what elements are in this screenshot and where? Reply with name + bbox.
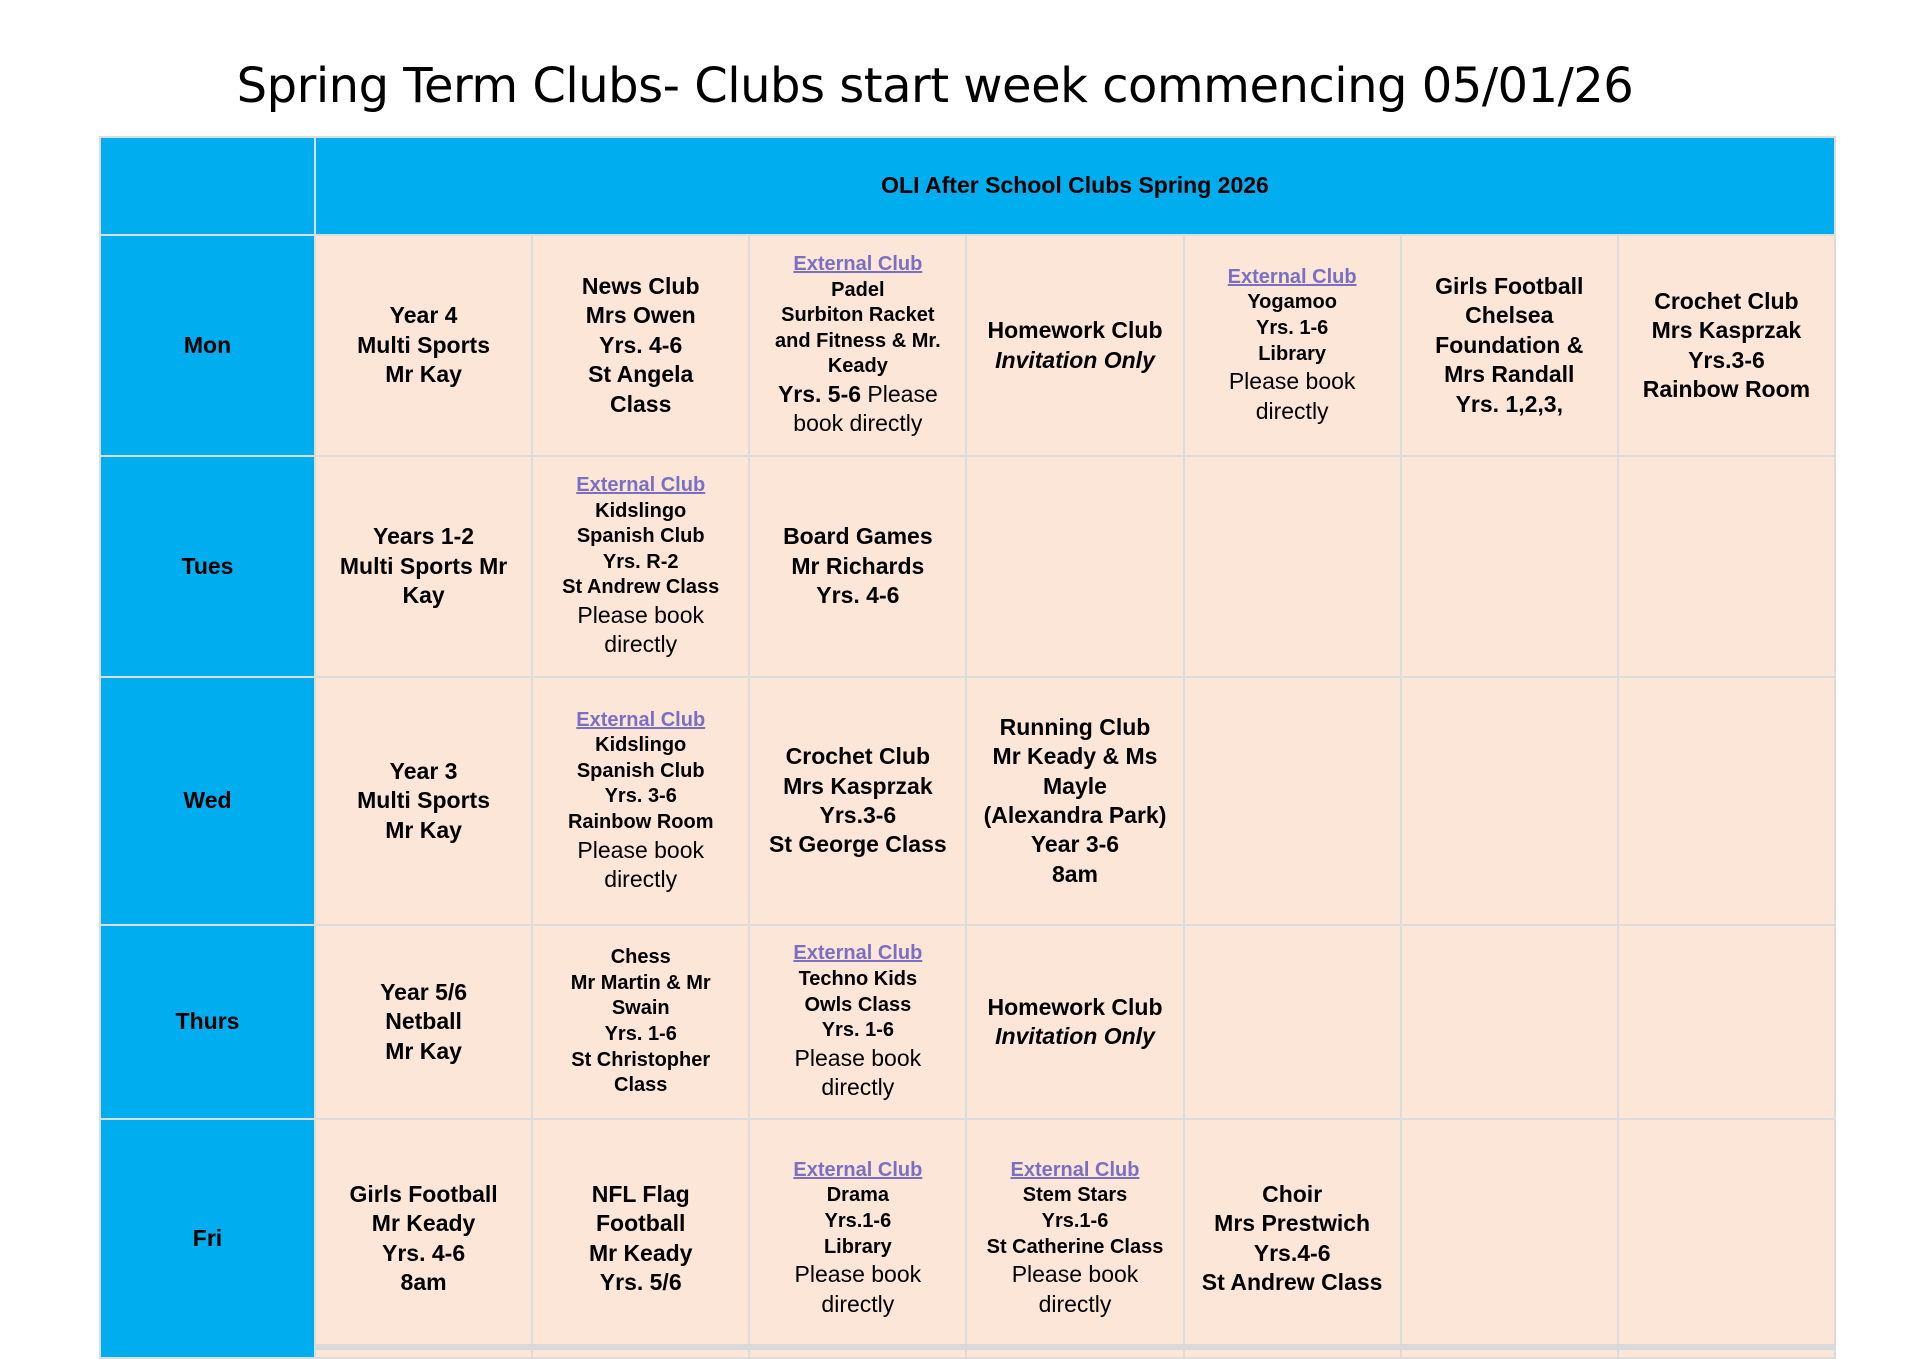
club-line: St Andrew Class: [1201, 1268, 1383, 1295]
booking-note: Please book: [577, 836, 704, 863]
club-line: Mrs Prestwich: [1214, 1210, 1371, 1237]
club-cell: [315, 235, 532, 456]
club-line: Yrs.4-6: [1253, 1239, 1331, 1266]
club-cell: [966, 677, 1183, 925]
club-line: Keady: [827, 355, 888, 378]
booking-note: Please book: [794, 1261, 922, 1288]
invitation-note: Invitation Only: [995, 346, 1155, 373]
club-cell: [1618, 235, 1835, 456]
club-line: Yrs. R-2: [602, 550, 679, 573]
club-line: Kay: [402, 582, 445, 609]
booking-note: Please book: [1228, 368, 1356, 395]
club-line: Mrs Kasprzak: [1651, 317, 1802, 344]
club-line: Yrs.1-6: [1041, 1210, 1109, 1233]
row-tues: [100, 456, 1835, 677]
club-line: Drama: [826, 1184, 889, 1207]
booking-note: Please: [861, 381, 938, 408]
external-club-link[interactable]: External Club: [793, 942, 923, 965]
club-line: Crochet Club: [785, 743, 931, 770]
club-line: Girls Football: [349, 1180, 498, 1207]
external-club-link[interactable]: External Club: [1227, 265, 1357, 288]
booking-note: directly: [604, 865, 678, 892]
club-line: 8am: [400, 1268, 447, 1295]
row-wed: [100, 677, 1835, 925]
club-line: 8am: [1051, 860, 1099, 887]
club-line: Year 3-6: [1030, 831, 1120, 858]
club-line: Yogamoo: [1247, 291, 1337, 314]
club-line: Yrs. 1-6: [1256, 317, 1329, 340]
club-line: Rainbow Room: [567, 810, 714, 833]
club-line: Yrs.1-6: [824, 1210, 892, 1233]
row-mon: [100, 235, 1835, 456]
row-thurs: [100, 925, 1835, 1119]
club-line: News Club: [581, 272, 700, 299]
club-cell: [749, 235, 966, 456]
club-line: St Christopher: [571, 1048, 711, 1071]
club-line: Spanish Club: [576, 759, 705, 782]
club-line: Yrs. 4-6: [599, 331, 683, 358]
club-line: Homework Club: [987, 317, 1163, 344]
club-line: Mrs Kasprzak: [783, 772, 933, 799]
empty-cell: [966, 456, 1183, 677]
club-line: Football: [595, 1210, 686, 1237]
club-line: Class: [614, 1074, 668, 1097]
club-line: Yrs. 5/6: [599, 1268, 682, 1295]
club-line: Mr Kay: [385, 361, 462, 388]
club-cell: [749, 1119, 966, 1358]
club-line: Yrs. 1-6: [604, 1023, 677, 1045]
club-line: Choir: [1262, 1180, 1323, 1207]
day-label: Fri: [100, 1119, 315, 1358]
empty-cell: [1618, 677, 1835, 925]
invitation-note: Invitation Only: [995, 1023, 1155, 1049]
club-line: Yrs.3-6: [819, 802, 897, 828]
club-line: Girls Football: [1435, 272, 1584, 299]
club-line: Multi Sports Mr: [339, 552, 508, 579]
club-line: Mr Kay: [385, 816, 462, 843]
external-club-link[interactable]: External Club: [1010, 1158, 1140, 1181]
club-line: Chess: [610, 946, 671, 969]
club-line: Library: [823, 1235, 892, 1258]
booking-note: book directly: [793, 410, 923, 437]
club-line: Mrs Owen: [585, 302, 696, 329]
club-cell: [966, 925, 1183, 1119]
club-line: Yrs. 4-6: [382, 1239, 466, 1266]
row-fri: [100, 1119, 1835, 1358]
header-row: [100, 137, 1835, 235]
club-line: Stem Stars: [1022, 1184, 1128, 1207]
day-label: Tues: [100, 456, 315, 677]
club-line: Surbiton Racket: [781, 304, 935, 327]
booking-note: directly: [604, 631, 678, 658]
club-line: Mrs Randall: [1444, 361, 1575, 388]
day-label: Wed: [100, 677, 315, 925]
club-line: Year 4: [389, 302, 458, 329]
club-cell: [749, 677, 966, 925]
club-line: Yrs. 3-6: [604, 785, 677, 808]
club-line: Foundation &: [1435, 331, 1584, 358]
club-line: and Fitness & Mr.: [775, 329, 941, 352]
club-line: Class: [610, 390, 672, 417]
external-club-link[interactable]: External Club: [793, 1158, 923, 1181]
booking-note: Please book: [794, 1044, 922, 1071]
club-cell: [532, 456, 749, 677]
club-cell: [532, 1119, 749, 1358]
club-line: Netball: [385, 1008, 462, 1035]
club-line: Crochet Club: [1654, 287, 1799, 314]
club-line: Kidslingo: [595, 499, 687, 522]
club-line: Year 5/6: [380, 978, 468, 1005]
club-line: St Angela: [588, 361, 694, 388]
booking-note: directly: [821, 1074, 895, 1101]
club-cell: [315, 677, 532, 925]
day-label: Mon: [100, 235, 315, 456]
empty-cell: [1401, 1119, 1618, 1358]
club-cell: [1401, 235, 1618, 456]
club-cell: [966, 1119, 1183, 1358]
empty-cell: [1401, 925, 1618, 1119]
club-line: Year 3: [389, 757, 458, 784]
club-line: Mr Keady: [371, 1210, 476, 1237]
club-cell: [1184, 235, 1401, 456]
club-line: Yrs. 1,2,3,: [1455, 390, 1563, 417]
clubs-timetable: [99, 136, 1836, 1359]
club-line: Chelsea: [1465, 302, 1554, 329]
club-line: Owls Class: [804, 993, 912, 1016]
club-cell: [315, 1119, 532, 1358]
empty-cell: [1618, 1119, 1835, 1358]
bottom-divider: [316, 1344, 1836, 1350]
booking-note: Please book: [1011, 1261, 1139, 1288]
booking-note: directly: [1038, 1290, 1112, 1317]
club-line: Kidslingo: [595, 734, 687, 757]
club-line: (Alexandra Park): [983, 802, 1167, 828]
empty-cell: [1184, 677, 1401, 925]
empty-cell: [1618, 925, 1835, 1119]
club-line: Mr Keady & Ms: [992, 743, 1158, 770]
club-line: Mr Martin & Mr: [570, 971, 711, 994]
club-line: Board Games: [783, 523, 933, 550]
booking-note: directly: [821, 1290, 895, 1317]
club-line: Running Club: [999, 713, 1151, 740]
club-cell: [315, 925, 532, 1119]
club-line: St George Class: [769, 831, 947, 858]
club-line: NFL Flag: [591, 1180, 690, 1207]
club-cell: [749, 925, 966, 1119]
club-line: Swain: [611, 997, 670, 1020]
club-line: Multi Sports: [357, 787, 491, 814]
empty-cell: [1618, 456, 1835, 677]
club-cell: [1184, 1119, 1401, 1358]
club-cell: [966, 235, 1183, 456]
club-cell: [315, 456, 532, 677]
club-line: St Catherine Class: [986, 1235, 1164, 1258]
empty-cell: [1401, 677, 1618, 925]
external-club-link[interactable]: External Club: [576, 708, 706, 731]
club-line: Multi Sports: [357, 331, 491, 358]
club-line: Library: [1258, 342, 1327, 365]
club-line: Mr Keady: [588, 1239, 693, 1266]
club-line: St Andrew Class: [562, 576, 720, 599]
club-cell: [532, 925, 749, 1119]
club-line: Mr Kay: [385, 1037, 462, 1064]
club-cell: [532, 677, 749, 925]
booking-note: Please book: [577, 602, 704, 629]
day-label: Thurs: [100, 925, 315, 1119]
club-line: Yrs.3-6: [1688, 346, 1765, 373]
page-title: Spring Term Clubs- Clubs start week commencing 05/01/26: [236, 58, 1634, 114]
external-club-link[interactable]: External Club: [576, 474, 706, 497]
club-cell: [749, 456, 966, 677]
club-line: Rainbow Room: [1642, 375, 1811, 402]
club-line: Padel: [831, 278, 885, 301]
timetable-header: OLI After School Clubs Spring 2026: [315, 137, 1835, 235]
empty-cell: [1184, 456, 1401, 677]
club-line: Homework Club: [987, 993, 1163, 1020]
club-line: Spanish Club: [576, 525, 705, 548]
club-line: Yrs. 1-6: [821, 1019, 894, 1042]
club-line: Years 1-2: [373, 523, 475, 550]
empty-cell: [1184, 925, 1401, 1119]
club-cell: [532, 235, 749, 456]
club-line: Mr Richards: [791, 552, 925, 579]
club-line: Yrs. 4-6: [816, 582, 900, 609]
empty-cell: [1401, 456, 1618, 677]
club-line: Mayle: [1043, 772, 1107, 799]
external-club-link[interactable]: External Club: [793, 253, 923, 276]
club-line: Yrs. 5-6: [777, 381, 862, 408]
club-line: Techno Kids: [798, 967, 918, 990]
booking-note: directly: [1255, 397, 1329, 424]
corner-cell: [100, 137, 315, 235]
